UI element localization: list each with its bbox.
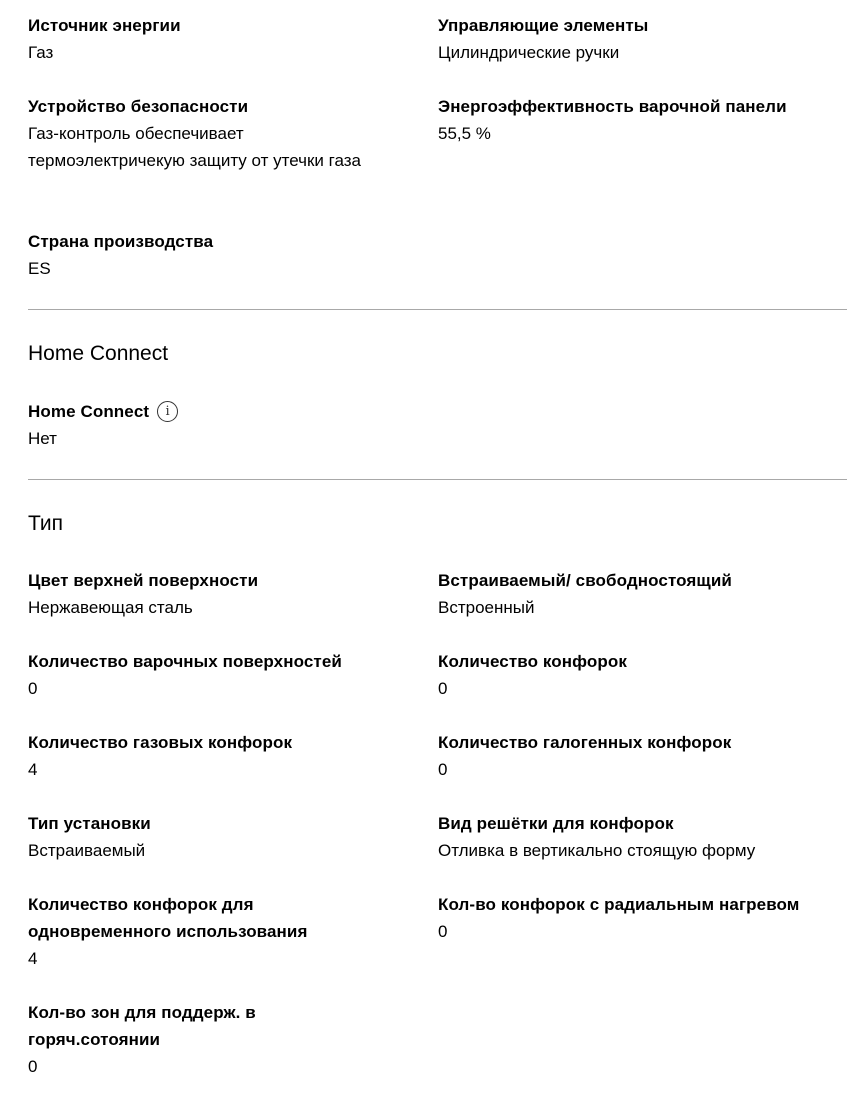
spec-value: Встраиваемый	[28, 841, 146, 860]
spec-value: 55,5 %	[438, 124, 491, 143]
spec-row	[28, 891, 847, 972]
spec-item	[28, 93, 438, 174]
section-heading-type: Тип	[28, 512, 64, 535]
info-icon[interactable]: i	[157, 401, 178, 422]
spec-item	[438, 729, 847, 783]
spec-label: Тип установки	[28, 814, 151, 833]
spec-value: 0	[438, 679, 448, 698]
spec-item	[438, 891, 847, 972]
spec-label: Кол-во зон для поддерж. в горяч.сотоянии	[28, 1003, 256, 1049]
spec-label: Количество варочных поверхностей	[28, 652, 342, 671]
spec-label-row	[28, 398, 178, 425]
spec-row	[28, 93, 847, 174]
spec-value: Нержавеющая сталь	[28, 598, 193, 617]
spec-item	[28, 999, 438, 1080]
spec-item	[438, 93, 847, 174]
spec-item	[28, 891, 438, 972]
spec-label: Управляющие элементы	[438, 16, 649, 35]
spec-label: Кол-во конфорок с радиальным нагревом	[438, 895, 800, 914]
spec-value: 4	[28, 949, 38, 968]
spec-label: Устройство безопасности	[28, 97, 249, 116]
spec-value: Отливка в вертикально стоящую форму	[438, 841, 756, 860]
spec-value: Газ-контроль обеспечивает термоэлектричекую защиту от утечки газа	[28, 124, 361, 170]
spec-item	[28, 398, 438, 452]
spec-item	[28, 729, 438, 783]
spec-value: Цилиндрические ручки	[438, 43, 620, 62]
spec-row	[28, 12, 847, 66]
spec-label: Количество конфорок	[438, 652, 627, 671]
spec-label: Количество газовых конфорок	[28, 733, 293, 752]
spec-item	[438, 567, 847, 621]
spec-item	[438, 12, 847, 66]
spec-value: 4	[28, 760, 38, 779]
spec-label: Количество конфорок для одновременного использования	[28, 895, 308, 941]
spec-item	[438, 810, 847, 864]
spec-row	[28, 729, 847, 783]
spec-item	[28, 567, 438, 621]
spec-label: Источник энергии	[28, 16, 181, 35]
spec-label: Цвет верхней поверхности	[28, 571, 259, 590]
spec-row	[28, 567, 847, 621]
spec-row	[28, 810, 847, 864]
spec-value: 0	[438, 922, 448, 941]
spec-value: Нет	[28, 429, 57, 448]
spec-item	[28, 12, 438, 66]
spec-item	[28, 810, 438, 864]
spec-row	[28, 228, 847, 282]
spec-item	[28, 648, 438, 702]
spec-label: Количество галогенных конфорок	[438, 733, 732, 752]
spec-value: 0	[28, 679, 38, 698]
spec-row	[28, 398, 847, 452]
spec-label: Home Connect	[28, 402, 150, 421]
spec-value: ES	[28, 259, 51, 278]
spec-value: Газ	[28, 43, 54, 62]
section-divider	[28, 479, 847, 480]
spec-label: Встраиваемый/ свободностоящий	[438, 571, 732, 590]
spec-value: Встроенный	[438, 598, 535, 617]
spec-item	[28, 228, 438, 282]
spec-value: 0	[28, 1057, 38, 1076]
spec-label: Страна производства	[28, 232, 214, 251]
section-heading-home-connect: Home Connect	[28, 342, 169, 365]
spec-row	[28, 999, 847, 1080]
spec-label: Вид решётки для конфорок	[438, 814, 674, 833]
spec-label: Энергоэффективность варочной панели	[438, 97, 787, 116]
spec-row	[28, 648, 847, 702]
spec-item	[438, 648, 847, 702]
section-divider	[28, 309, 847, 310]
spec-value: 0	[438, 760, 448, 779]
